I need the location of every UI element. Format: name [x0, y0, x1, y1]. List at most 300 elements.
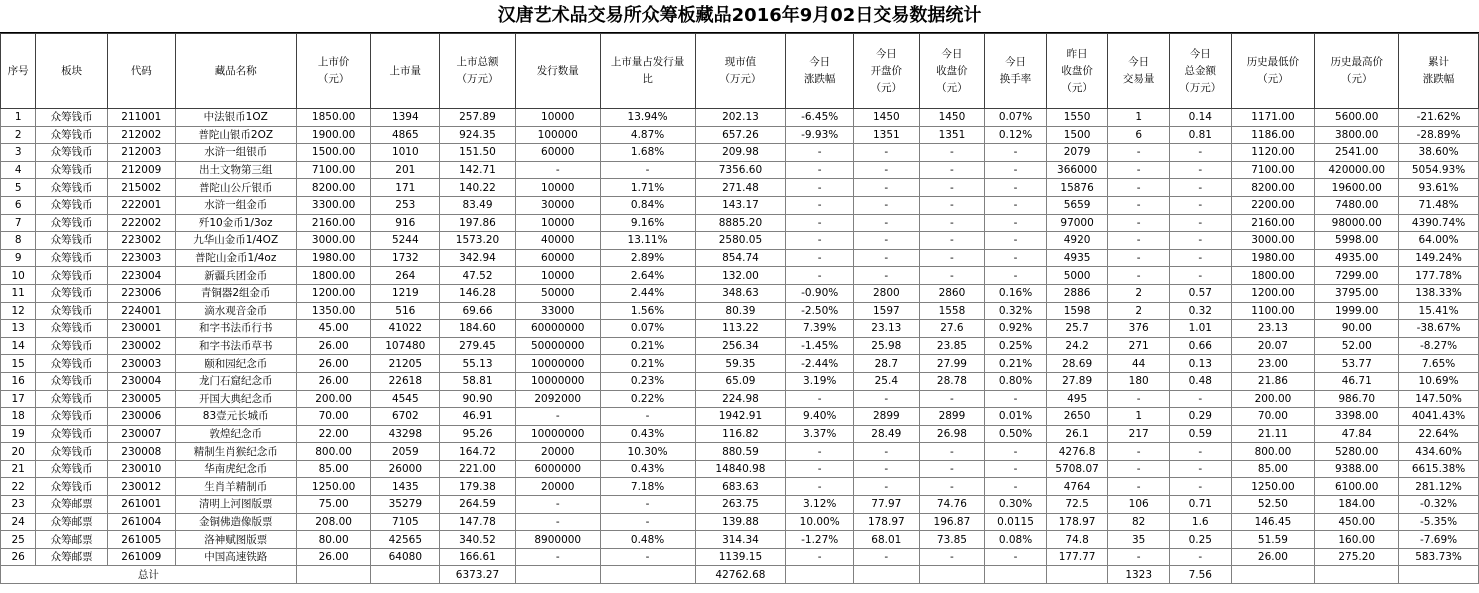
table-cell: 水浒一组金币 [175, 196, 296, 214]
table-cell: 223006 [108, 284, 176, 302]
table-cell: 6100.00 [1315, 478, 1399, 496]
column-header-line: （万元） [1179, 81, 1222, 94]
column-header-line: 今日 [941, 47, 963, 60]
table-cell: 龙门石窟纪念币 [175, 372, 296, 390]
table-cell: -21.62% [1399, 109, 1479, 127]
table-cell: - [1108, 196, 1170, 214]
table-row [1, 249, 1479, 267]
table-cell: 0.81 [1169, 126, 1231, 144]
table-cell: 众筹钱币 [36, 478, 108, 496]
table-cell: 众筹邮票 [36, 496, 108, 514]
table-cell: 230003 [108, 355, 176, 373]
column-header [1169, 34, 1231, 109]
table-cell: - [1169, 161, 1231, 179]
column-header-line: 累计 [1428, 56, 1450, 68]
table-cell: 水浒一组银币 [175, 144, 296, 162]
table-cell: 众筹钱币 [36, 460, 108, 478]
table-cell: 众筹钱币 [36, 161, 108, 179]
table-cell: 27.99 [919, 355, 985, 373]
table-cell: 0.48 [1169, 372, 1231, 390]
table-cell: - [985, 267, 1047, 285]
table-cell: 60000 [515, 144, 600, 162]
table-cell: 4390.74% [1399, 214, 1479, 232]
column-header-line: 代码 [130, 64, 152, 77]
table-cell: 1200.00 [1231, 284, 1315, 302]
column-header [919, 34, 985, 109]
table-cell: 13.11% [600, 232, 695, 250]
table-cell: - [919, 232, 985, 250]
table-cell: 0.0115 [985, 513, 1047, 531]
table-cell: 28.49 [854, 425, 920, 443]
table-cell: - [1108, 161, 1170, 179]
table-cell: 1558 [919, 302, 985, 320]
table-cell: 10000 [515, 214, 600, 232]
table-cell: 0.23% [600, 372, 695, 390]
table-cell: 1139.15 [695, 548, 786, 566]
table-cell: - [1169, 196, 1231, 214]
table-cell: 261001 [108, 496, 176, 514]
table-cell: 0.21% [600, 337, 695, 355]
table-cell: - [1108, 179, 1170, 197]
table-cell: 146.28 [440, 284, 516, 302]
column-header-line: （元） [1340, 73, 1373, 85]
table-row [1, 496, 1479, 514]
table-cell: 0.32% [985, 302, 1047, 320]
table-cell: 71.48% [1399, 196, 1479, 214]
table-cell: 21 [1, 460, 36, 478]
table-cell: - [1108, 478, 1170, 496]
column-header-line: 昨日 [1066, 47, 1088, 60]
column-header-line: 收盘价 [1061, 64, 1093, 77]
table-cell: 开国大典纪念币 [175, 390, 296, 408]
table-cell: 和字书法币行书 [175, 320, 296, 338]
table-cell: 0.80% [985, 372, 1047, 390]
table-cell: - [919, 214, 985, 232]
table-cell: 1800.00 [1231, 267, 1315, 285]
table-cell: -0.32% [1399, 496, 1479, 514]
table-cell: 6615.38% [1399, 460, 1479, 478]
table-cell: 74.76 [919, 496, 985, 514]
table-cell: 众筹钱币 [36, 337, 108, 355]
table-cell: 1.68% [600, 144, 695, 162]
table-cell: -9.93% [786, 126, 854, 144]
table-cell: - [854, 443, 920, 461]
table-cell: 0.08% [985, 531, 1047, 549]
table-cell: - [600, 513, 695, 531]
table-cell: 164.72 [440, 443, 516, 461]
table-cell: 3795.00 [1315, 284, 1399, 302]
table-cell: 22 [1, 478, 36, 496]
column-header [1, 34, 36, 109]
column-header [1399, 34, 1479, 109]
table-cell: - [1108, 232, 1170, 250]
table-cell: 212009 [108, 161, 176, 179]
table-cell: 1351 [919, 126, 985, 144]
table-cell: 1598 [1046, 302, 1108, 320]
table-cell: 52.50 [1231, 496, 1315, 514]
table-cell: 90.90 [440, 390, 516, 408]
table-cell: 0.71 [1169, 496, 1231, 514]
table-cell: 众筹钱币 [36, 196, 108, 214]
table-cell: - [1108, 214, 1170, 232]
table-cell: 13 [1, 320, 36, 338]
table-cell: 0.32 [1169, 302, 1231, 320]
table-cell: 2580.05 [695, 232, 786, 250]
total-listing-amount: 6373.27 [440, 566, 516, 584]
table-cell: 众筹钱币 [36, 355, 108, 373]
table-cell: 26 [1, 548, 36, 566]
table-cell: 9388.00 [1315, 460, 1399, 478]
table-cell: 1800.00 [296, 267, 371, 285]
table-cell: 25 [1, 531, 36, 549]
table-cell: 敦煌纪念币 [175, 425, 296, 443]
table-cell: 1351 [854, 126, 920, 144]
table-cell: 20000 [515, 443, 600, 461]
table-cell: - [919, 478, 985, 496]
table-cell: 28.7 [854, 355, 920, 373]
table-cell: 376 [1108, 320, 1170, 338]
table-cell: 52.00 [1315, 337, 1399, 355]
table-cell: - [919, 161, 985, 179]
table-cell: 众筹钱币 [36, 214, 108, 232]
table-cell: - [919, 443, 985, 461]
column-header-line: （万元） [456, 73, 499, 85]
column-header [1231, 34, 1315, 109]
column-header-line: 板块 [61, 64, 83, 77]
table-cell: 197.86 [440, 214, 516, 232]
table-cell: 6000000 [515, 460, 600, 478]
table-cell: 0.84% [600, 196, 695, 214]
table-cell: 1394 [371, 109, 440, 127]
table-cell: - [600, 161, 695, 179]
table-cell: 60000 [515, 249, 600, 267]
table-cell: 4935 [1046, 249, 1108, 267]
table-cell: 4.87% [600, 126, 695, 144]
table-cell: 184.60 [440, 320, 516, 338]
table-cell: 20000 [515, 478, 600, 496]
table-cell: 209.98 [695, 144, 786, 162]
table-cell: 261004 [108, 513, 176, 531]
table-cell: 230005 [108, 390, 176, 408]
table-cell: - [1169, 390, 1231, 408]
table-cell: 3.37% [786, 425, 854, 443]
table-cell: 116.82 [695, 425, 786, 443]
table-cell: 众筹钱币 [36, 144, 108, 162]
table-cell: 33000 [515, 302, 600, 320]
table-cell: 275.20 [1315, 548, 1399, 566]
table-cell: - [854, 161, 920, 179]
table-cell: - [919, 249, 985, 267]
column-header-line: 上市总额 [456, 56, 499, 68]
table-cell: 10.30% [600, 443, 695, 461]
table-cell: 0.57 [1169, 284, 1231, 302]
table-cell: - [786, 161, 854, 179]
table-cell: - [854, 144, 920, 162]
table-cell: 8900000 [515, 531, 600, 549]
table-cell: 314.34 [695, 531, 786, 549]
trading-data-table [0, 33, 1479, 584]
table-cell: - [1169, 478, 1231, 496]
table-cell: 26.00 [296, 372, 371, 390]
column-header [985, 34, 1047, 109]
table-cell: 8 [1, 232, 36, 250]
table-cell: 1435 [371, 478, 440, 496]
table-cell: 166.61 [440, 548, 516, 566]
table-cell: 众筹邮票 [36, 513, 108, 531]
table-cell: 青铜器2组金币 [175, 284, 296, 302]
table-cell: 97000 [1046, 214, 1108, 232]
table-cell: - [919, 548, 985, 566]
table-cell: - [786, 196, 854, 214]
table-row [1, 320, 1479, 338]
table-cell: 5600.00 [1315, 109, 1399, 127]
table-cell: 51.59 [1231, 531, 1315, 549]
table-cell: 50000000 [515, 337, 600, 355]
table-cell: 15876 [1046, 179, 1108, 197]
table-cell: - [515, 548, 600, 566]
table-row [1, 337, 1479, 355]
table-cell: 10.69% [1399, 372, 1479, 390]
table-cell: 434.60% [1399, 443, 1479, 461]
table-cell: 1186.00 [1231, 126, 1315, 144]
table-cell: - [1169, 267, 1231, 285]
table-row [1, 284, 1479, 302]
column-header [371, 34, 440, 109]
table-cell: 2.64% [600, 267, 695, 285]
table-cell: 1942.91 [695, 408, 786, 426]
table-cell: 27.89 [1046, 372, 1108, 390]
table-cell: 7.39% [786, 320, 854, 338]
table-cell: 金铜佛造像版票 [175, 513, 296, 531]
table-cell: 新疆兵团金币 [175, 267, 296, 285]
table-cell: 2160.00 [1231, 214, 1315, 232]
table-cell: -2.50% [786, 302, 854, 320]
table-cell: 80.39 [695, 302, 786, 320]
table-cell: 208.00 [296, 513, 371, 531]
table-cell: 178.97 [854, 513, 920, 531]
table-cell: 212002 [108, 126, 176, 144]
table-cell: 23 [1, 496, 36, 514]
column-header-line: 涨跌幅 [1422, 73, 1455, 85]
table-cell: 2059 [371, 443, 440, 461]
table-cell: 26.98 [919, 425, 985, 443]
table-row [1, 513, 1479, 531]
table-cell: - [786, 214, 854, 232]
table-cell: - [1169, 179, 1231, 197]
table-cell: 21.11 [1231, 425, 1315, 443]
table-cell: 202.13 [695, 109, 786, 127]
table-cell: 47.84 [1315, 425, 1399, 443]
table-cell: 42565 [371, 531, 440, 549]
table-cell: - [854, 478, 920, 496]
table-cell: 4041.43% [1399, 408, 1479, 426]
table-cell: 普陀山公斤银币 [175, 179, 296, 197]
table-row [1, 372, 1479, 390]
table-cell: 47.52 [440, 267, 516, 285]
table-cell: 2886 [1046, 284, 1108, 302]
table-cell: 184.00 [1315, 496, 1399, 514]
total-label: 总计 [1, 566, 297, 584]
table-cell: 1.56% [600, 302, 695, 320]
table-cell: 64080 [371, 548, 440, 566]
table-cell: 138.33% [1399, 284, 1479, 302]
table-cell: 2800 [854, 284, 920, 302]
table-cell: 230002 [108, 337, 176, 355]
table-cell: - [786, 548, 854, 566]
table-cell: - [600, 496, 695, 514]
column-header [695, 34, 786, 109]
table-cell: 26.00 [296, 548, 371, 566]
table-row [1, 531, 1479, 549]
table-cell: 7480.00 [1315, 196, 1399, 214]
table-cell: 177.78% [1399, 267, 1479, 285]
table-cell: 12 [1, 302, 36, 320]
table-cell: 196.87 [919, 513, 985, 531]
table-cell: 0.25% [985, 337, 1047, 355]
table-cell: 7 [1, 214, 36, 232]
table-cell: 340.52 [440, 531, 516, 549]
table-cell: 90.00 [1315, 320, 1399, 338]
table-cell: 3.12% [786, 496, 854, 514]
table-cell: 26.1 [1046, 425, 1108, 443]
table-cell: 1732 [371, 249, 440, 267]
table-row [1, 302, 1479, 320]
table-cell: - [919, 267, 985, 285]
table-cell: 23.13 [1231, 320, 1315, 338]
table-cell: 歼10金币1/3oz [175, 214, 296, 232]
table-cell: - [854, 548, 920, 566]
table-cell: 3 [1, 144, 36, 162]
table-cell: 68.01 [854, 531, 920, 549]
table-cell: 8885.20 [695, 214, 786, 232]
table-cell: 77.97 [854, 496, 920, 514]
table-cell: 261005 [108, 531, 176, 549]
table-cell: -0.90% [786, 284, 854, 302]
table-cell: 171 [371, 179, 440, 197]
column-header-line: （元） [1061, 81, 1093, 94]
table-cell: 224001 [108, 302, 176, 320]
table-cell: 中法银币1OZ [175, 109, 296, 127]
table-cell: 230001 [108, 320, 176, 338]
table-cell: 9.16% [600, 214, 695, 232]
table-cell: 众筹钱币 [36, 232, 108, 250]
table-cell: 洛神赋图版票 [175, 531, 296, 549]
column-header-line: 今日 [875, 47, 897, 60]
table-cell: -8.27% [1399, 337, 1479, 355]
table-cell: 348.63 [695, 284, 786, 302]
table-row [1, 109, 1479, 127]
table-cell: 0.43% [600, 460, 695, 478]
table-cell: 5244 [371, 232, 440, 250]
table-cell: 106 [1108, 496, 1170, 514]
table-cell: - [786, 460, 854, 478]
table-cell: - [854, 214, 920, 232]
column-header-line: 序号 [7, 64, 29, 77]
table-cell: 5708.07 [1046, 460, 1108, 478]
table-cell: 93.61% [1399, 179, 1479, 197]
table-row [1, 478, 1479, 496]
table-cell: 180 [1108, 372, 1170, 390]
column-header [108, 34, 176, 109]
table-cell: 21205 [371, 355, 440, 373]
table-cell: -6.45% [786, 109, 854, 127]
table-row [1, 425, 1479, 443]
table-cell: - [919, 196, 985, 214]
table-cell: 2899 [854, 408, 920, 426]
table-cell: 3000.00 [1231, 232, 1315, 250]
table-cell: 230007 [108, 425, 176, 443]
table-cell: 9 [1, 249, 36, 267]
table-cell: 20.07 [1231, 337, 1315, 355]
table-cell: 2092000 [515, 390, 600, 408]
table-cell: 11 [1, 284, 36, 302]
table-cell: 65.09 [695, 372, 786, 390]
table-cell: 69.66 [440, 302, 516, 320]
table-cell: 0.29 [1169, 408, 1231, 426]
table-cell: 众筹钱币 [36, 443, 108, 461]
table-cell: 1100.00 [1231, 302, 1315, 320]
table-cell: 132.00 [695, 267, 786, 285]
table-cell: 7100.00 [1231, 161, 1315, 179]
table-cell: - [854, 179, 920, 197]
table-cell: 5054.93% [1399, 161, 1479, 179]
table-cell: - [1169, 232, 1231, 250]
table-cell: 22618 [371, 372, 440, 390]
table-cell: - [854, 196, 920, 214]
table-cell: 0.30% [985, 496, 1047, 514]
column-header-line: 历史最低价 [1246, 56, 1300, 68]
table-cell: 众筹钱币 [36, 126, 108, 144]
table-cell: -5.35% [1399, 513, 1479, 531]
table-row [1, 548, 1479, 566]
table-cell: 10000 [515, 109, 600, 127]
table-cell: 14840.98 [695, 460, 786, 478]
table-cell: 普陀山银币2OZ [175, 126, 296, 144]
table-cell: 450.00 [1315, 513, 1399, 531]
table-cell: - [985, 390, 1047, 408]
table-cell: 224.98 [695, 390, 786, 408]
table-cell: 230004 [108, 372, 176, 390]
table-cell: 217 [1108, 425, 1170, 443]
table-cell: 7356.60 [695, 161, 786, 179]
table-cell: 854.74 [695, 249, 786, 267]
table-cell: 众筹钱币 [36, 372, 108, 390]
table-cell: 271.48 [695, 179, 786, 197]
table-cell: 222002 [108, 214, 176, 232]
table-cell: 10000000 [515, 372, 600, 390]
table-cell: 颐和园纪念币 [175, 355, 296, 373]
table-cell: 160.00 [1315, 531, 1399, 549]
table-cell: 5 [1, 179, 36, 197]
table-cell: - [786, 478, 854, 496]
column-header [1108, 34, 1170, 109]
table-cell: 177.77 [1046, 548, 1108, 566]
table-cell: 45.00 [296, 320, 371, 338]
table-cell: - [1169, 144, 1231, 162]
table-cell: 3398.00 [1315, 408, 1399, 426]
table-cell: 19600.00 [1315, 179, 1399, 197]
table-cell: 657.26 [695, 126, 786, 144]
table-cell: - [786, 179, 854, 197]
table-cell: 出土文物第三组 [175, 161, 296, 179]
table-cell: - [985, 179, 1047, 197]
column-header [854, 34, 920, 109]
table-cell: - [786, 144, 854, 162]
table-row [1, 161, 1479, 179]
table-cell: 43298 [371, 425, 440, 443]
table-cell: 10.00% [786, 513, 854, 531]
table-cell: 13.94% [600, 109, 695, 127]
